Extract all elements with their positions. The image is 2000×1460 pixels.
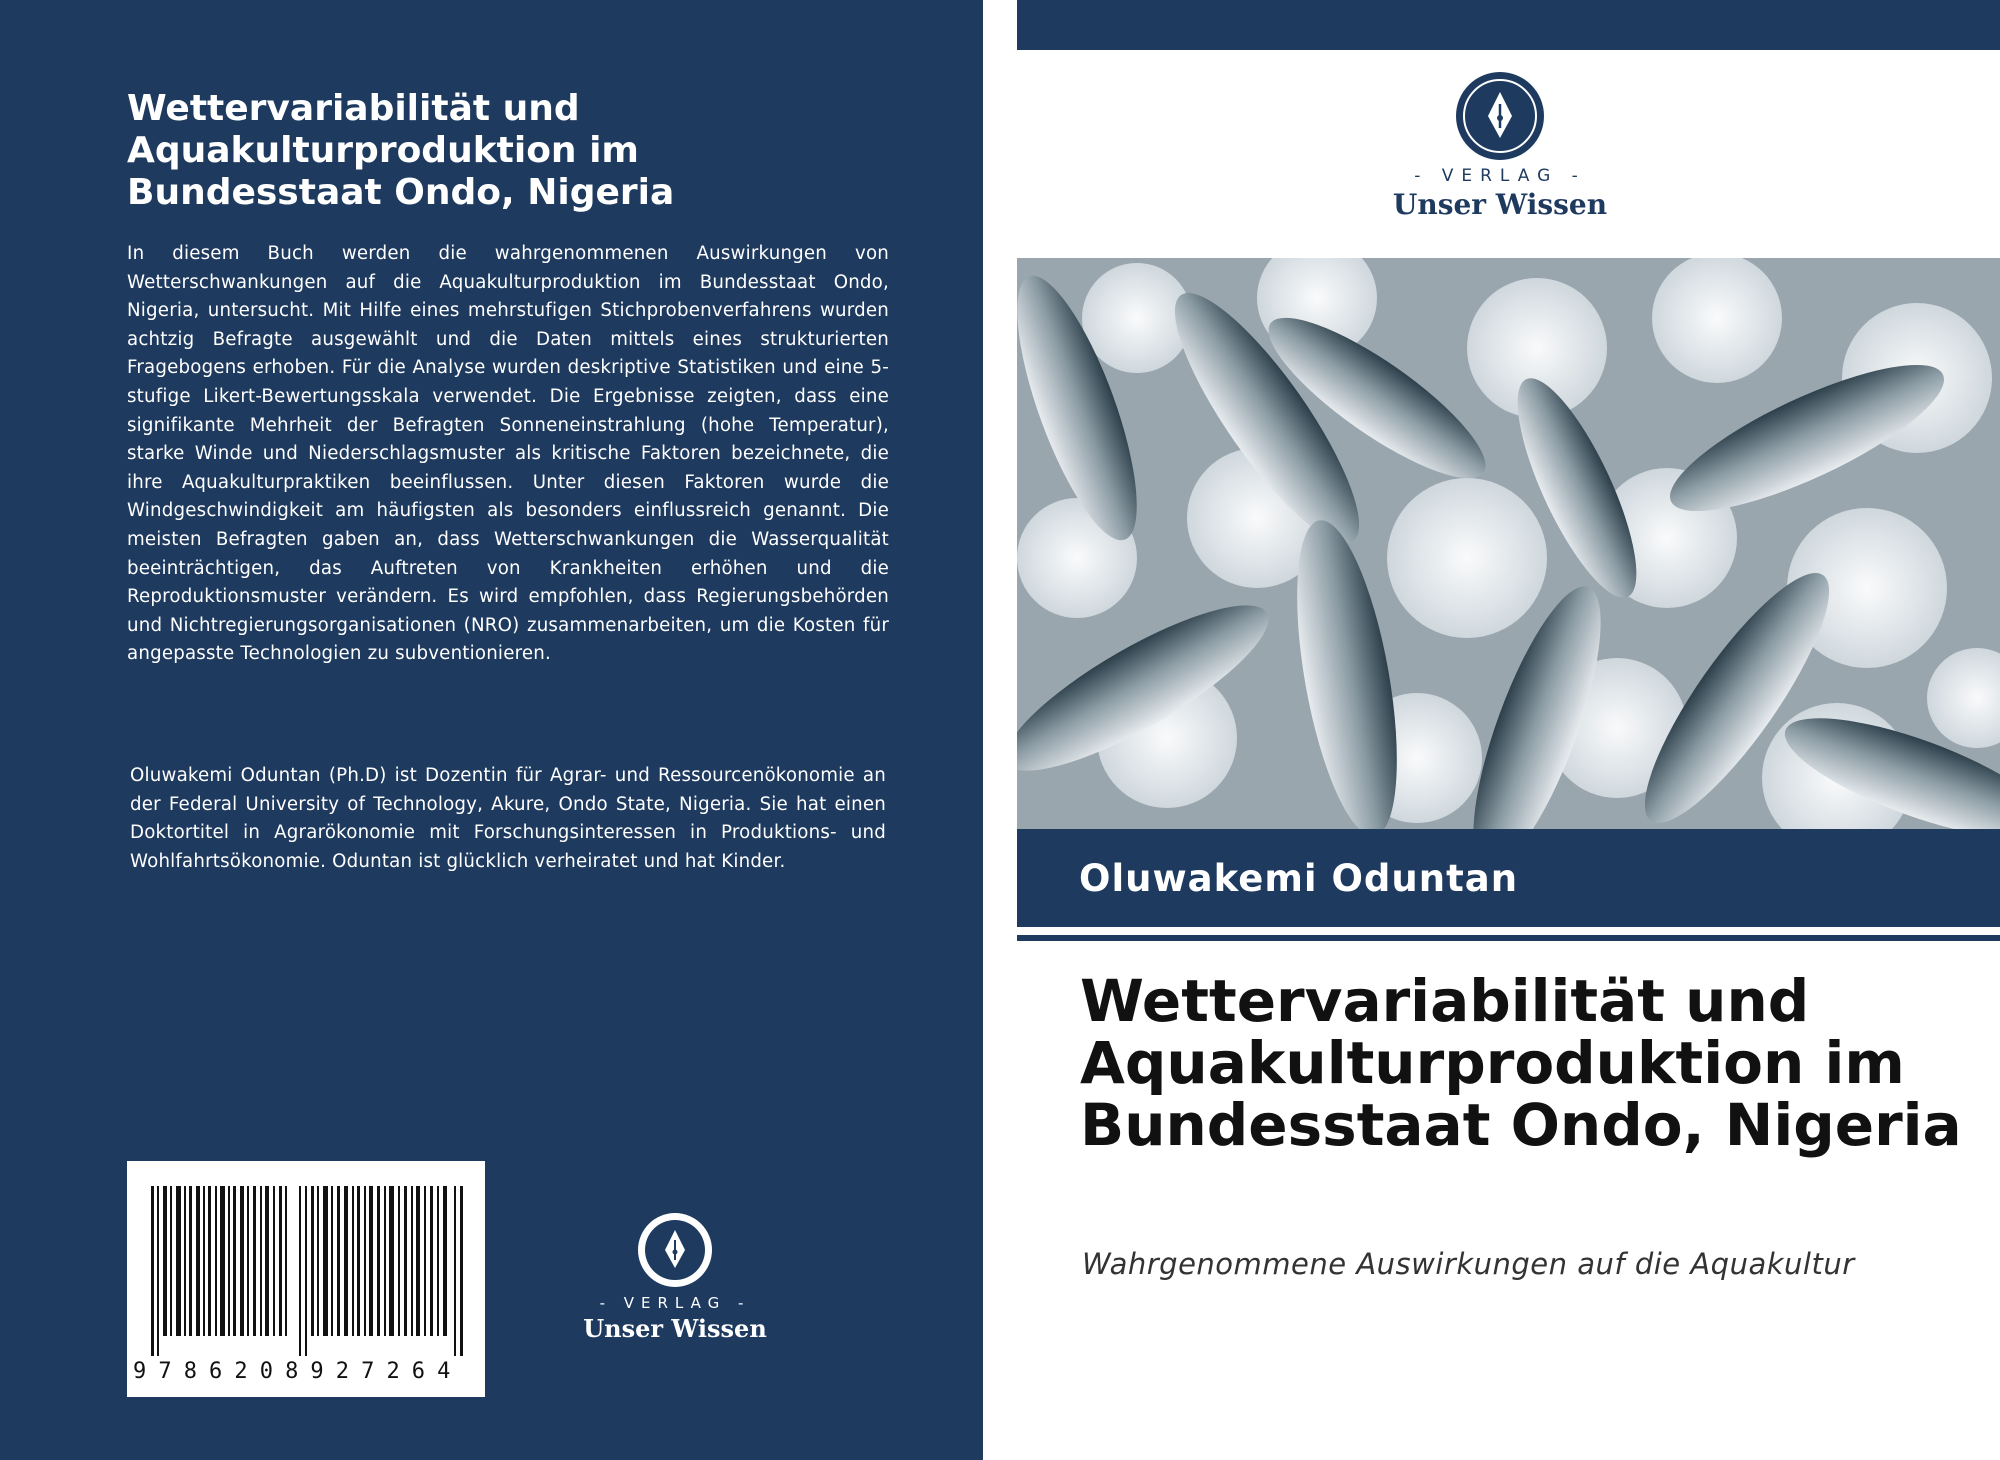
publisher-verlag-label: - VERLAG - <box>1414 166 1586 186</box>
back-cover <box>0 0 983 1460</box>
publisher-logo-front <box>1380 70 1620 220</box>
publisher-name: Unser Wissen <box>1392 188 1608 221</box>
front-top-bar <box>1017 0 2000 50</box>
author-bio: Oluwakemi Oduntan (Ph.D) ist Dozentin für Agrar- und Ressourcenökonomie an der Federal University of Technology, Akure, Ondo State, Nigeria. Sie hat einen Doktortitel in Agrarökonomie mit Forschungsinteressen in Produktions- und Wohlfahrtsökonomie. Oduntan ist glücklich verheiratet und hat Kinder. <box>130 765 886 872</box>
front-cover-subtitle: Wahrgenommene Auswirkungen auf die Aquakultur <box>1082 1247 1855 1281</box>
fountain-pen-seal-icon <box>635 1210 715 1290</box>
front-author-name: Oluwakemi Oduntan <box>1079 857 1519 900</box>
author-bar <box>1017 829 2000 927</box>
isbn-barcode <box>127 1161 485 1397</box>
publisher-name: Unser Wissen <box>583 1314 767 1343</box>
publisher-logo-back <box>560 1210 790 1343</box>
cover-photo-fish-on-ice <box>1017 258 2000 829</box>
fountain-pen-seal-icon <box>1454 70 1546 162</box>
barcode-bars <box>149 1186 465 1356</box>
front-divider <box>1017 935 2000 941</box>
publisher-verlag-label: - VERLAG - <box>599 1294 751 1312</box>
front-cover-title: Wettervariabilität und Aquakulturproduktion im Bundesstaat Ondo, Nigeria <box>1080 967 1962 1159</box>
back-cover-title: Wettervariabilität und Aquakulturproduktion im Bundesstaat Ondo, Nigeria <box>127 88 675 213</box>
spine <box>983 0 1017 1460</box>
isbn-digits: 9786208927264 <box>133 1359 463 1384</box>
back-cover-abstract: In diesem Buch werden die wahrgenommenen Auswirkungen von Wetterschwankungen auf die Aquakulturproduktion im Bundesstaat Ondo, Nigeria, untersucht. Mit Hilfe eines mehrstufigen Stichprobenverfahrens wurden achtzig Befragte ausgewählt und die Daten mittels eines strukturierten Fragebogens erhoben. Für die Analyse wurden deskriptive Statistiken und eine 5-stufige Likert-Bewertungsskala verwendet. Die Ergebnisse zeigten, dass eine signifikante Mehrheit der Befragten Sonneneinstrahlung (hohe Temperatur), starke Winde und Niederschlagsmuster als kritische Faktoren bezeichnete, die ihre Aquakulturpraktiken beeinflussen. Unter diesen Faktoren wurde die Windgeschwindigkeit am häufigsten als besonders einflussreich genannt. Die meisten Befragten gaben an, dass Wetterschwankungen die Wasserqualität beeinträchtigen, das Auftreten von Krankheiten erhöhen und die Reproduktionsmuster verändern. Es wird empfohlen, dass Regierungsbehörden und Nichtregierungsorganisationen (NRO) zusammenarbeiten, um die Kosten für angepasste Technologien zu subventionieren. <box>127 243 889 665</box>
fish-on-ice-illustration <box>1017 258 2000 829</box>
